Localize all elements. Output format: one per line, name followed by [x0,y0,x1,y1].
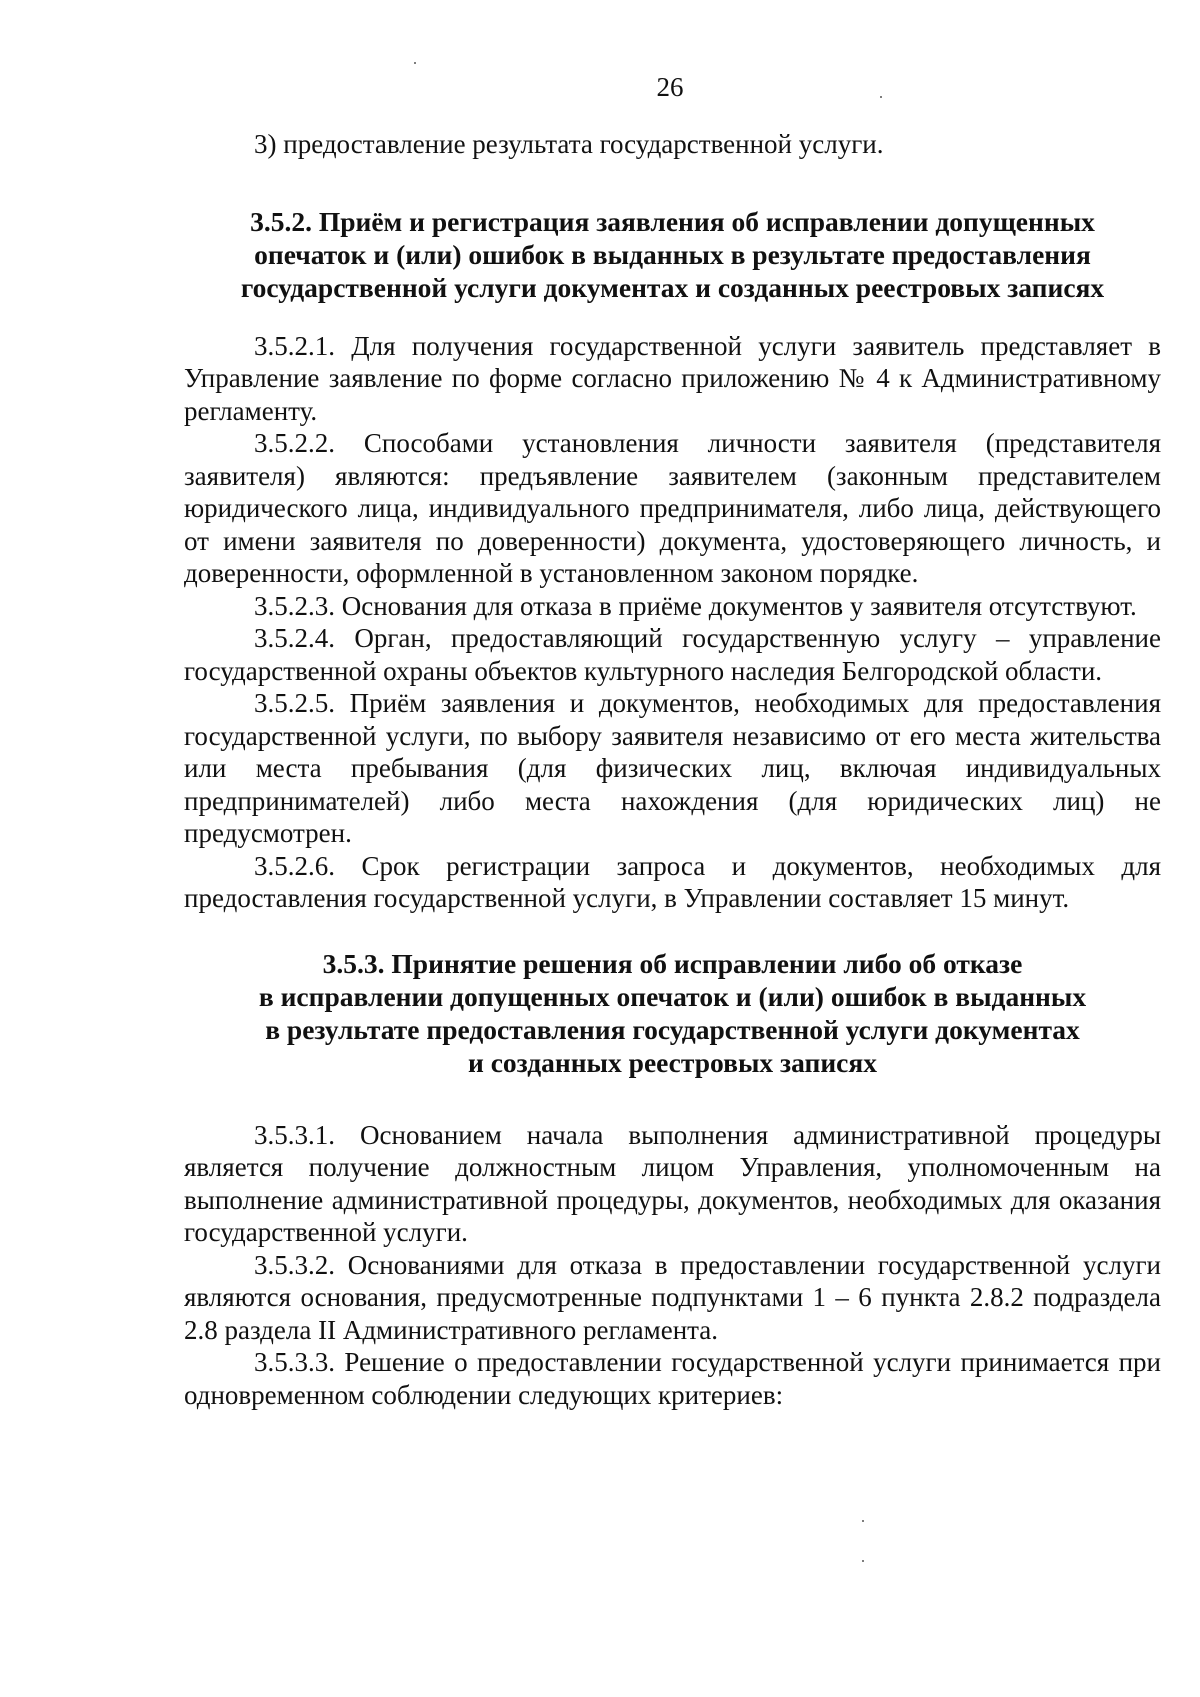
paragraph-3-5-3-2: 3.5.3.2. Основаниями для отказа в предоставлении государственной услуги являются основания, предусмотренные подпунктами 1 – 6 пункта 2.8.2 подраздела 2.8 раздела II Административного регламента. [184,1249,1161,1345]
heading-line: государственной услуги документах и созданных реестровых записях [240,271,1105,303]
heading-line: в исправлении допущенных опечаток и (или) ошибок в выданных [258,980,1087,1012]
section-352-heading [184,205,1161,304]
heading-line: в результате предоставления государственной услуги документах [265,1013,1080,1045]
paragraph-3-5-2-3: 3.5.2.3. Основания для отказа в приёме документов у заявителя отсутствуют. [254,590,1137,621]
paragraph-3-5-2-6: 3.5.2.6. Срок регистрации запроса и документов, необходимых для предоставления государственной услуги, в Управлении составляет 15 минут. [184,850,1161,913]
paragraph-3-5-3-3: 3.5.3.3. Решение о предоставлении государственной услуги принимается при одновременном соблюдении следующих критериев: [184,1347,1161,1410]
document-body [184,128,1161,1411]
heading-line: и созданных реестровых записях [467,1046,878,1078]
heading-line: 3.5.2. Приём и регистрация заявления об исправлении допущенных [250,205,1095,237]
intro-line: 3) предоставление результата государственной услуги. [254,129,884,159]
paragraph-3-5-2-5: 3.5.2.5. Приём заявления и документов, необходимых для предоставления государственной услуги, по выбору заявителя независимо от его места жительства или места пребывания (для физических лиц, включая индивидуальных предпринимателей) либо места нахождения (для юридических лиц) не предусмотрен. [184,688,1161,848]
paragraph-3-5-2-1: 3.5.2.1. Для получения государственной услуги заявитель представляет в Управление заявление по форме согласно приложению № 4 к Административному регламенту. [184,330,1161,426]
paragraph-3-5-2-4: 3.5.2.4. Орган, предоставляющий государственную услугу – управление государственной охраны объектов культурного наследия Белгородской области. [184,623,1161,686]
paragraph-3-5-2-2: 3.5.2.2. Способами установления личности заявителя (представителя заявителя) являются: предъявление заявителем (законным представителем юридического лица, индивидуального предпринимателя, либо лица, действующего от имени заявителя по доверенности) документа, удостоверяющего личность, и доверенности, оформленной в установленном законом порядке. [184,428,1161,588]
paragraph-3-5-3-1: 3.5.3.1. Основанием начала выполнения административной процедуры является получение должностным лицом Управления, уполномоченным на выполнение административной процедуры, документов, необходимых для оказания государственной услуги. [184,1119,1161,1247]
heading-line: опечаток и (или) ошибок в выданных в результате предоставления [254,238,1091,270]
heading-line: 3.5.3. Принятие решения об исправлении либо об отказе [322,947,1023,979]
section-353-heading [184,947,1161,1079]
page-number: 26 [656,72,684,102]
